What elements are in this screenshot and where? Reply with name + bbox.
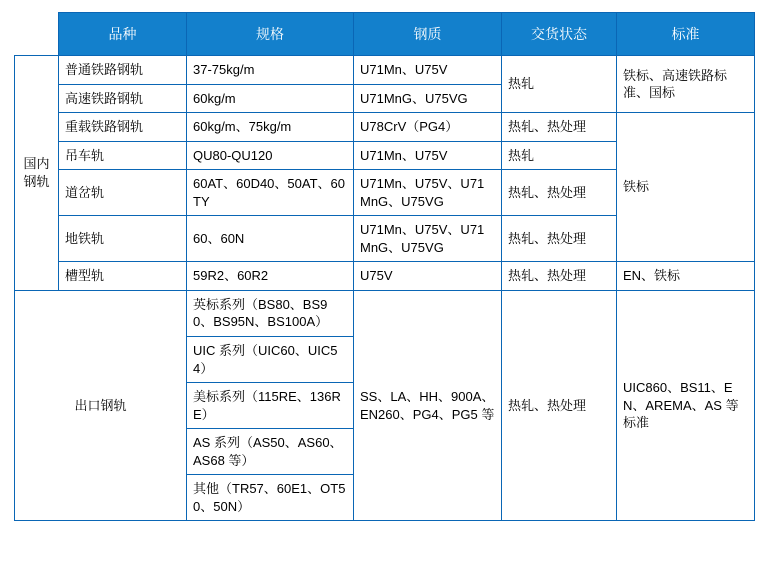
group-label-export: 出口钢轨	[15, 290, 187, 520]
cell-steel: U71Mn、U75V	[354, 141, 502, 170]
cell-steel: U75V	[354, 262, 502, 291]
cell-standard: 铁标、高速铁路标准、国标	[617, 56, 755, 113]
cell-category: 吊车轨	[59, 141, 187, 170]
rail-specification-table	[14, 12, 755, 521]
table-body	[15, 56, 755, 521]
cell-spec: 英标系列（BS80、BS90、BS95N、BS100A）	[187, 290, 354, 336]
cell-spec: 60kg/m	[187, 84, 354, 113]
cell-steel: U71Mn、U75V、U71MnG、U75VG	[354, 170, 502, 216]
cell-spec: 60AT、60D40、50AT、60TY	[187, 170, 354, 216]
header-cell-spec: 规格	[187, 13, 354, 56]
header-cell-standard: 标准	[617, 13, 755, 56]
cell-spec: 59R2、60R2	[187, 262, 354, 291]
header-cell-corner	[15, 13, 59, 56]
spec-table-page	[0, 12, 766, 586]
cell-spec: QU80-QU120	[187, 141, 354, 170]
cell-delivery: 热轧、热处理	[502, 170, 617, 216]
cell-category: 高速铁路钢轨	[59, 84, 187, 113]
cell-steel: SS、LA、HH、900A、EN260、PG4、PG5 等	[354, 290, 502, 520]
header-cell-steel: 钢质	[354, 13, 502, 56]
group-label-domestic-line1: 国内	[23, 156, 50, 172]
header-row	[15, 13, 755, 56]
cell-delivery: 热轧、热处理	[502, 113, 617, 142]
cell-spec: 37-75kg/m	[187, 56, 354, 85]
cell-standard: EN、铁标	[617, 262, 755, 291]
group-label-domestic	[15, 56, 59, 291]
cell-standard: UIC860、BS11、EN、AREMA、AS 等标准	[617, 290, 755, 520]
cell-delivery: 热轧	[502, 141, 617, 170]
cell-standard: 铁标	[617, 113, 755, 262]
cell-spec: 60kg/m、75kg/m	[187, 113, 354, 142]
cell-delivery: 热轧、热处理	[502, 262, 617, 291]
cell-steel: U78CrV（PG4）	[354, 113, 502, 142]
cell-category: 地铁轨	[59, 216, 187, 262]
header-cell-category: 品种	[59, 13, 187, 56]
cell-spec: 60、60N	[187, 216, 354, 262]
table-row	[15, 113, 755, 142]
cell-spec: 美标系列（115RE、136RE）	[187, 383, 354, 429]
cell-spec: AS 系列（AS50、AS60、AS68 等）	[187, 429, 354, 475]
cell-category: 道岔轨	[59, 170, 187, 216]
header-cell-delivery: 交货状态	[502, 13, 617, 56]
cell-delivery: 热轧、热处理	[502, 216, 617, 262]
table-header	[15, 13, 755, 56]
cell-spec: 其他（TR57、60E1、OT50、50N）	[187, 475, 354, 521]
cell-delivery: 热轧、热处理	[502, 290, 617, 520]
cell-category: 普通铁路钢轨	[59, 56, 187, 85]
cell-steel: U71MnG、U75VG	[354, 84, 502, 113]
cell-delivery: 热轧	[502, 56, 617, 113]
table-row	[15, 262, 755, 291]
cell-steel: U71Mn、U75V	[354, 56, 502, 85]
cell-steel: U71Mn、U75V、U71MnG、U75VG	[354, 216, 502, 262]
cell-spec: UIC 系列（UIC60、UIC54）	[187, 337, 354, 383]
cell-category: 槽型轨	[59, 262, 187, 291]
table-row	[15, 56, 755, 85]
table-row	[15, 290, 755, 336]
cell-category: 重载铁路钢轨	[59, 113, 187, 142]
group-label-domestic-line2: 钢轨	[23, 173, 50, 189]
